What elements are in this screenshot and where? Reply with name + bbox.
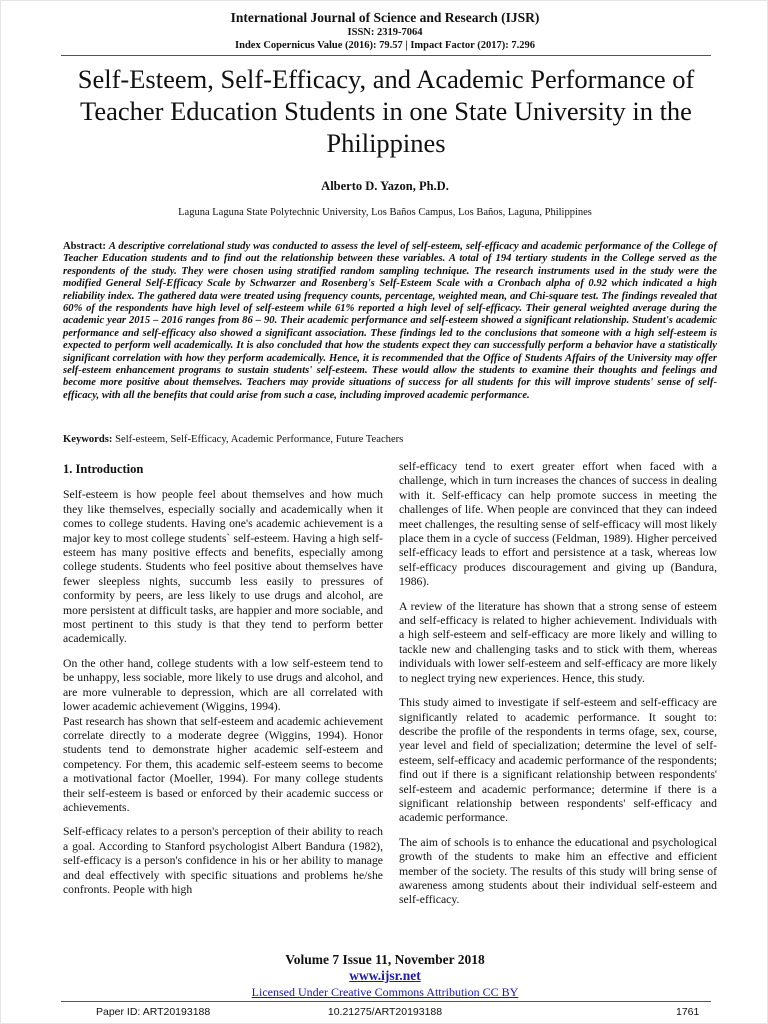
footer-divider <box>61 1001 711 1002</box>
footer-volume: Volume 7 Issue 11, November 2018 <box>285 952 485 967</box>
abstract-label: Abstract: <box>63 241 106 252</box>
paper-title: Self-Esteem, Self-Efficacy, and Academic Performance of Teacher Education Students in one State University in the Philippines <box>77 64 695 158</box>
paragraph: Self-esteem is how people feel about themselves and how much they like themselves, especially socially and academically when it comes to college students. Having one's academic achievement is a major key to most college students` self-esteem. Having a high self-esteem has many positive effects and benefits, especially among college students. Students who feel positive about themselves have fewer sleepless nights, succumb less easily to pressures of conformity by peers, are less likely to use drugs and alcohol, are more persistent at difficult tasks, are happier and more sociable, and most pertinent to this study is that they tend to perform better academically. <box>63 488 383 646</box>
right-column <box>399 460 717 918</box>
page-number: 1761 <box>676 1006 700 1018</box>
section-heading-introduction: 1. Introduction <box>63 462 144 476</box>
paragraph: self-efficacy tend to exert greater effort when faced with a challenge, which in turn increases the chances of success in dealing with it. Self-efficacy can help promote success in meeting the challenges of life. When people are convinced that they can indeed meet challenges, the resulting sense of self-efficacy will most likely place them in a cycle of success (Feldman, 1989). Higher perceived self-efficacy leads to effort and persistence at a task, whereas low self-efficacy produces discouragement and giving up (Bandura, 1986). <box>399 460 717 589</box>
keywords-label: Keywords: <box>63 434 113 445</box>
journal-website-link[interactable]: www.ijsr.net <box>349 968 421 983</box>
issn: ISSN: 2319-7064 <box>347 27 423 38</box>
paragraph: Self-efficacy relates to a person's perception of their ability to reach a goal. According to Stanford psychologist Albert Bandura (1982), self-efficacy is a person's confidence in his or her ability to manage and deal effectively with specific situations and problems he/she confronts. People with high <box>63 825 383 896</box>
paragraph: A review of the literature has shown that a strong sense of esteem and self-efficacy is related to higher achievement. Individuals with a high self-esteem and self-efficacy are more likely and willing to tackle new and challenging tasks and to stick with them, whereas individuals with lower self-esteem and self-efficacy are more likely to neglect trying new experiences. Hence, this study. <box>399 599 717 685</box>
abstract <box>63 241 717 402</box>
license-link[interactable]: Licensed Under Creative Commons Attribution CC BY <box>251 985 519 999</box>
journal-name: International Journal of Science and Research (IJSR) <box>230 10 540 25</box>
doi: 10.21275/ART20193188 <box>327 1006 443 1018</box>
keywords-text: Self-esteem, Self-Efficacy, Academic Performance, Future Teachers <box>115 434 404 445</box>
author-affiliation: Laguna Laguna State Polytechnic University, Los Baños Campus, Los Baños, Laguna, Philippines <box>178 207 592 218</box>
paragraph: The aim of schools is to enhance the educational and psychological growth of the students to make him an effective and efficient member of the society. The results of this study will bring sense of awareness among students about their individual self-esteem and self-efficacy. <box>399 835 717 907</box>
abstract-text: A descriptive correlational study was conducted to assess the level of self-esteem, self-efficacy and academic performance of the College of Teacher Education students and to find out the relationship between these variables. A total of 194 tertiary students in the College served as the respondents of the study. They were chosen using stratified random sampling technique. The research instruments used in the study were the modified General Self-Efficacy Scale by Schwarzer and Rosenberg's Self-Esteem Scale with a Cronbach alpha of 0.92 which indicated a high reliability index. The gathered data were treated using frequency counts, percentage, weighted mean, and Chi-square test. The findings revealed that 60% of the respondents have high level of self-esteem while 61% reported a high level of self-efficacy. Their general weighted average during the academic year 2015 – 2016 ranges from 86 – 90. Their academic performance and self-esteem showed a significant relationship. Student's academic performance and self-efficacy also showed a significant association. These findings led to the conclusions that someone with a high self-esteem is expected to perform well academically. It is also concluded that how the students expect they can successfully perform a behavior have a statistically significant correlation with how they perform academically. Hence, it is recommended that the Office of Students Affairs of the University may offer self-esteem enhancement programs to sustain students' self-esteem. These would allow the students to examine their thoughts and feelings and become more positive about themselves. Teachers may provide situations of success for all students for this will improve students' sense of self-efficacy, with all the benefits that could arise from such a case, including improved academic performance. <box>63 241 717 401</box>
paragraph: Past research has shown that self-esteem and academic achievement correlate directly to a moderate degree (Wiggins, 1994). Honor students tend to demonstrate higher academic self-esteem and competency. For them, this academic self-esteem seems to become a motivational factor (Moeller, 1994). For many college students their self-esteem is based or enforced by their academic success or achievements. <box>63 714 383 814</box>
keywords <box>63 434 717 445</box>
paper-id: Paper ID: ART20193188 <box>96 1006 211 1018</box>
paragraph: On the other hand, college students with a low self-esteem tend to be unhappy, less sociable, more likely to use drugs and alcohol, and are more vulnerable to depression, which are all correlated with lower academic achievement (Wiggins, 1994). <box>63 656 383 714</box>
left-column <box>63 460 383 907</box>
paragraph: This study aimed to investigate if self-esteem and self-efficacy are significantly related to academic performance. It sought to: describe the profile of the respondents in terms ofage, sex, course, year level and field of specialization; determine the level of self-esteem, self-efficacy and academic performance of the respondents; find out if there is a significant relationship between respondents' self-esteem and academic performance; determine if there is a significant relationship between respondents' self-efficacy and academic performance. <box>399 696 717 825</box>
index-info: Index Copernicus Value (2016): 79.57 | Impact Factor (2017): 7.296 <box>235 40 535 51</box>
header-divider <box>61 55 711 56</box>
author-name: Alberto D. Yazon, Ph.D. <box>321 179 449 193</box>
